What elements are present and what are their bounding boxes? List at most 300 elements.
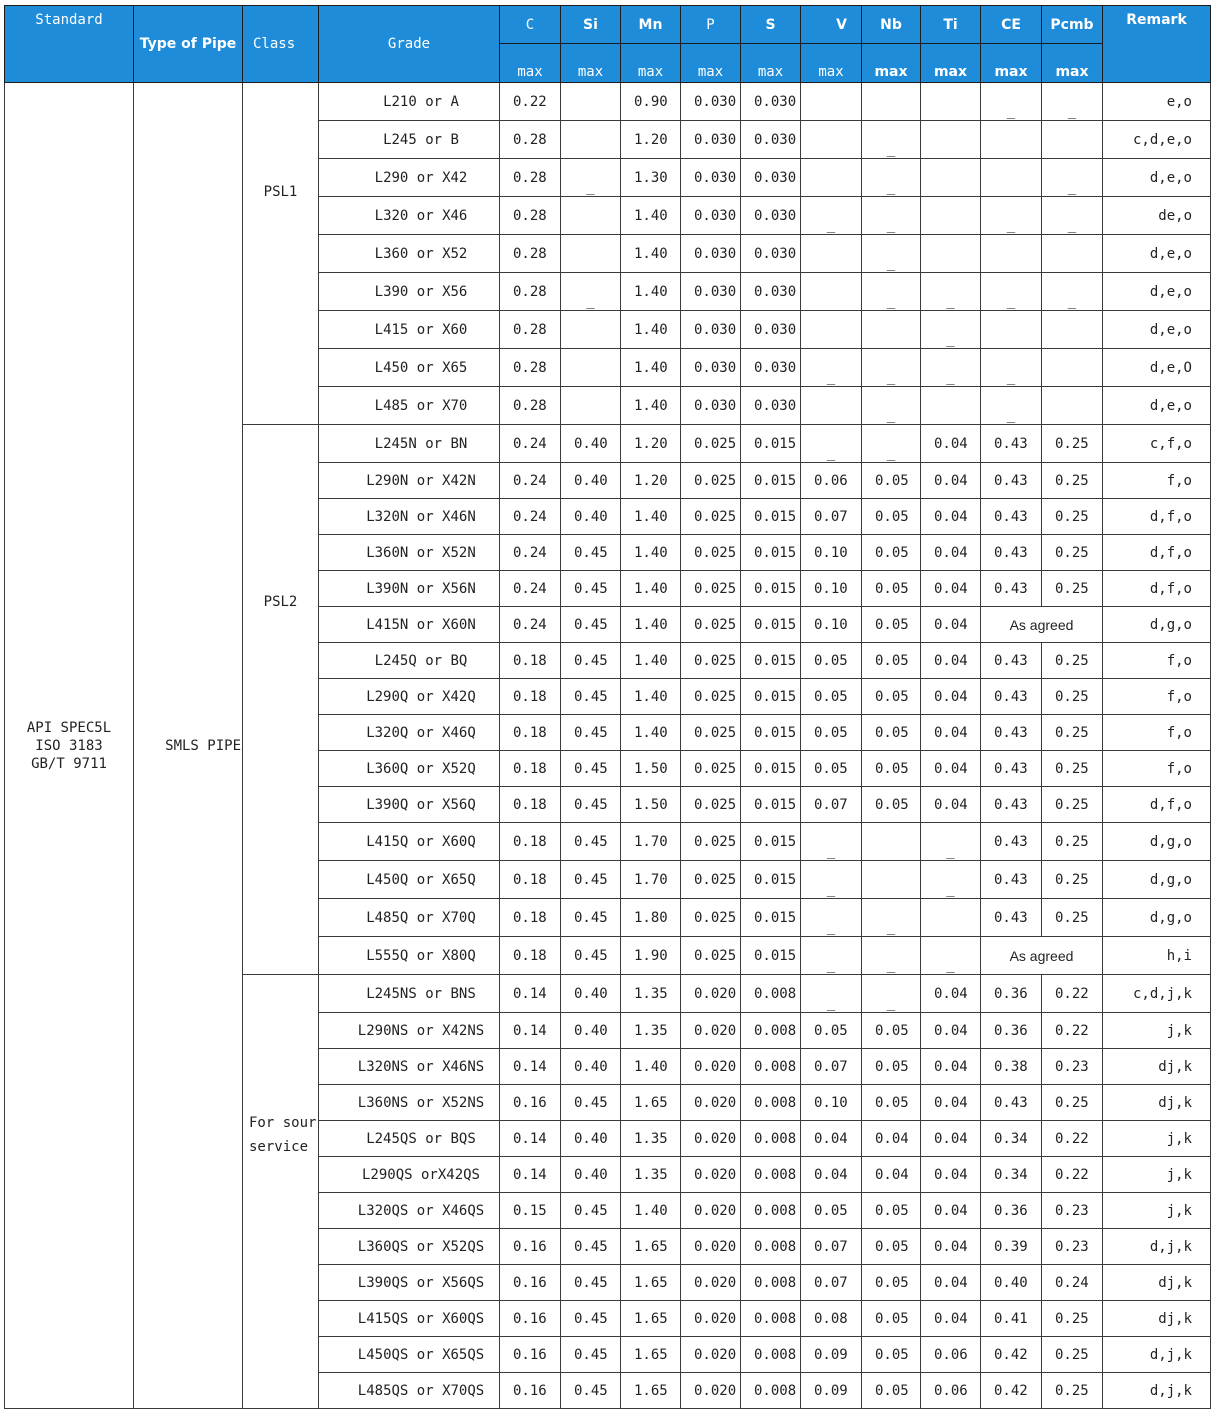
value-c: 0.24 [500,463,561,499]
value-pcmb [1042,349,1103,387]
grade-cell: L320NS or X46NS [319,1049,500,1085]
value-ce: 0.40 [981,1265,1042,1301]
value-c: 0.28 [500,349,561,387]
value-s: 0.015 [741,535,801,571]
value-si: 0.45 [561,1337,621,1373]
value-ti [921,159,981,197]
value-c: 0.28 [500,387,561,425]
value-ti: 0.04 [921,1121,981,1157]
value-mn: 1.40 [621,235,681,273]
value-c: 0.28 [500,159,561,197]
value-ti: 0.04 [921,1229,981,1265]
remark-cell: j,k [1103,1193,1211,1229]
value-ce: 0.36 [981,975,1042,1013]
value-ce: 0.43 [981,535,1042,571]
value-v: 0.10 [801,607,862,643]
value-v [801,121,862,159]
value-c: 0.28 [500,121,561,159]
remark-cell: dj,k [1103,1085,1211,1121]
header-element-pcmb: Pcmb [1042,6,1103,44]
value-ce: 0.43 [981,463,1042,499]
value-ce: 0.36 [981,1193,1042,1229]
value-p: 0.030 [681,121,741,159]
header-element-ce: CE [981,6,1042,44]
value-pcmb [1042,311,1103,349]
value-mn: 1.50 [621,787,681,823]
value-s: 0.015 [741,499,801,535]
value-c: 0.14 [500,1049,561,1085]
value-mn: 1.80 [621,899,681,937]
value-si: 0.40 [561,1013,621,1049]
value-ti: 0.04 [921,1265,981,1301]
value-mn: 1.40 [621,311,681,349]
remark-cell: d,f,o [1103,787,1211,823]
value-pcmb: 0.25 [1042,1337,1103,1373]
value-c: 0.18 [500,643,561,679]
value-s: 0.015 [741,715,801,751]
value-v: 0.04 [801,1157,862,1193]
value-c: 0.16 [500,1373,561,1409]
value-v: 0.09 [801,1373,862,1409]
value-c: 0.24 [500,535,561,571]
value-p: 0.020 [681,1049,741,1085]
value-nb: 0.05 [862,751,921,787]
value-c: 0.18 [500,823,561,861]
value-v: _ [801,899,862,937]
value-p: 0.020 [681,1265,741,1301]
grade-cell: L360NS or X52NS [319,1085,500,1121]
value-s: 0.015 [741,607,801,643]
header-type-of-pipe: Type of Pipe [134,6,243,83]
value-mn: 1.40 [621,535,681,571]
value-p: 0.030 [681,197,741,235]
value-pcmb: 0.25 [1042,861,1103,899]
value-ti: 0.04 [921,679,981,715]
value-nb: _ [862,425,921,463]
value-si: 0.40 [561,463,621,499]
value-v: 0.09 [801,1337,862,1373]
value-v: 0.05 [801,1193,862,1229]
grade-cell: L210 or A [319,83,500,121]
value-pcmb: 0.22 [1042,975,1103,1013]
value-s: 0.015 [741,861,801,899]
remark-cell: j,k [1103,1013,1211,1049]
grade-cell: L360Q or X52Q [319,751,500,787]
class-psl2: PSL2 [243,425,319,975]
value-s: 0.015 [741,571,801,607]
value-p: 0.020 [681,1301,741,1337]
value-p: 0.020 [681,1337,741,1373]
value-mn: 1.40 [621,387,681,425]
value-si: _ [561,273,621,311]
value-si [561,311,621,349]
value-s: 0.008 [741,1265,801,1301]
value-pcmb: 0.25 [1042,571,1103,607]
value-v [801,311,862,349]
value-nb [862,861,921,899]
value-mn: 1.65 [621,1265,681,1301]
value-ce: 0.36 [981,1013,1042,1049]
value-mn: 1.20 [621,121,681,159]
value-pcmb: 0.25 [1042,499,1103,535]
value-c: 0.16 [500,1337,561,1373]
value-pcmb: _ [1042,197,1103,235]
value-nb: 0.05 [862,787,921,823]
value-s: 0.015 [741,425,801,463]
value-p: 0.025 [681,643,741,679]
header-row [5,6,1211,44]
value-s: 0.015 [741,899,801,937]
value-v: _ [801,975,862,1013]
header-max-mn: max [621,44,681,83]
value-pcmb: 0.25 [1042,751,1103,787]
remark-cell: j,k [1103,1121,1211,1157]
value-nb: 0.05 [862,1301,921,1337]
value-ce: 0.43 [981,425,1042,463]
value-ti [921,83,981,121]
remark-cell: f,o [1103,679,1211,715]
value-ce: 0.43 [981,1085,1042,1121]
value-v: _ [801,937,862,975]
value-si: 0.40 [561,1049,621,1085]
value-v: 0.06 [801,463,862,499]
value-pcmb: 0.25 [1042,1373,1103,1409]
header-element-si: Si [561,6,621,44]
value-si: 0.45 [561,1193,621,1229]
value-pcmb: 0.25 [1042,715,1103,751]
value-p: 0.020 [681,1229,741,1265]
value-pcmb [1042,387,1103,425]
value-mn: 1.70 [621,861,681,899]
value-ti: 0.04 [921,1013,981,1049]
value-ce: 0.39 [981,1229,1042,1265]
value-mn: 1.40 [621,1193,681,1229]
value-c: 0.18 [500,715,561,751]
header-standard: Standard [5,6,134,83]
grade-cell: L245N or BN [319,425,500,463]
grade-cell: L245QS or BQS [319,1121,500,1157]
value-si: 0.45 [561,787,621,823]
value-pcmb: _ [1042,83,1103,121]
remark-cell: e,o [1103,83,1211,121]
value-pcmb: 0.25 [1042,1085,1103,1121]
value-si: 0.45 [561,751,621,787]
remark-cell: c,d,j,k [1103,975,1211,1013]
value-ti: 0.04 [921,751,981,787]
value-pcmb: 0.25 [1042,679,1103,715]
value-s: 0.030 [741,387,801,425]
table-row [5,83,1211,121]
remark-cell: d,g,o [1103,899,1211,937]
grade-cell: L415QS or X60QS [319,1301,500,1337]
value-s: 0.015 [741,463,801,499]
standard-line: GB/T 9711 [31,755,107,772]
grade-cell: L320QS or X46QS [319,1193,500,1229]
value-c: 0.16 [500,1229,561,1265]
value-nb: 0.05 [862,679,921,715]
header-element-nb: Nb [862,6,921,44]
value-nb: _ [862,235,921,273]
value-mn: 1.30 [621,159,681,197]
value-nb: 0.05 [862,1337,921,1373]
value-ti: 0.04 [921,715,981,751]
value-si: 0.40 [561,1157,621,1193]
remark-cell: d,f,o [1103,535,1211,571]
value-p: 0.020 [681,1373,741,1409]
value-ce: 0.41 [981,1301,1042,1337]
value-v: 0.04 [801,1121,862,1157]
value-pcmb: 0.25 [1042,1301,1103,1337]
value-si: 0.45 [561,571,621,607]
value-pcmb: 0.25 [1042,823,1103,861]
value-v: 0.07 [801,499,862,535]
header-grade: Grade [319,6,500,83]
grade-cell: L360N or X52N [319,535,500,571]
value-c: 0.18 [500,679,561,715]
value-ce [981,311,1042,349]
standard-cell [5,83,134,1409]
value-p: 0.030 [681,349,741,387]
value-p: 0.020 [681,1157,741,1193]
grade-cell: L390 or X56 [319,273,500,311]
header-max-v: max [801,44,862,83]
remark-cell: f,o [1103,715,1211,751]
remark-cell: j,k [1103,1157,1211,1193]
value-v: 0.10 [801,1085,862,1121]
value-ce: 0.43 [981,679,1042,715]
value-ti [921,235,981,273]
remark-cell: d,e,o [1103,273,1211,311]
value-v: 0.08 [801,1301,862,1337]
value-ce: 0.43 [981,643,1042,679]
value-si: 0.45 [561,715,621,751]
value-s: 0.015 [741,679,801,715]
grade-cell: L390Q or X56Q [319,787,500,823]
value-si: 0.45 [561,861,621,899]
value-v: 0.05 [801,679,862,715]
value-ti: _ [921,273,981,311]
header-max-pcmb: max [1042,44,1103,83]
value-p: 0.025 [681,607,741,643]
value-ce: 0.38 [981,1049,1042,1085]
value-p: 0.025 [681,937,741,975]
value-nb: 0.05 [862,607,921,643]
remark-cell: dj,k [1103,1049,1211,1085]
value-pcmb: 0.25 [1042,899,1103,937]
grade-cell: L450Q or X65Q [319,861,500,899]
header-max-ti: max [921,44,981,83]
value-pcmb [1042,121,1103,159]
value-ce: _ [981,273,1042,311]
value-p: 0.025 [681,899,741,937]
value-mn: 1.40 [621,349,681,387]
value-si: 0.45 [561,607,621,643]
value-pcmb: 0.23 [1042,1193,1103,1229]
value-p: 0.025 [681,571,741,607]
value-mn: 1.40 [621,1049,681,1085]
value-s: 0.008 [741,1085,801,1121]
remark-cell: d,j,k [1103,1229,1211,1265]
value-nb: 0.05 [862,499,921,535]
header-remark: Remark [1103,6,1211,83]
remark-cell: f,o [1103,751,1211,787]
type-of-pipe-cell: SMLS PIPE [134,83,243,1409]
value-ce [981,159,1042,197]
ce-pcmb-as-agreed: As agreed [981,607,1103,643]
value-mn: 1.40 [621,679,681,715]
value-mn: 1.35 [621,975,681,1013]
value-p: 0.025 [681,751,741,787]
value-mn: 1.65 [621,1229,681,1265]
value-nb: _ [862,975,921,1013]
value-pcmb: 0.25 [1042,787,1103,823]
value-nb: _ [862,349,921,387]
value-mn: 1.40 [621,197,681,235]
value-mn: 1.20 [621,463,681,499]
value-ce: _ [981,197,1042,235]
value-nb: _ [862,197,921,235]
value-c: 0.28 [500,235,561,273]
value-s: 0.008 [741,1049,801,1085]
value-p: 0.025 [681,861,741,899]
remark-cell: d,e,o [1103,311,1211,349]
grade-cell: L290N or X42N [319,463,500,499]
value-ti [921,121,981,159]
value-s: 0.015 [741,751,801,787]
value-v: 0.05 [801,643,862,679]
value-si [561,235,621,273]
value-nb [862,823,921,861]
value-v: 0.05 [801,715,862,751]
grade-cell: L415N or X60N [319,607,500,643]
grade-cell: L390QS or X56QS [319,1265,500,1301]
value-s: 0.015 [741,787,801,823]
value-ce: _ [981,83,1042,121]
value-nb: _ [862,387,921,425]
value-si [561,349,621,387]
value-ce: 0.43 [981,499,1042,535]
value-pcmb: 0.24 [1042,1265,1103,1301]
value-p: 0.020 [681,1121,741,1157]
value-nb: _ [862,121,921,159]
value-ti: 0.04 [921,1301,981,1337]
value-s: 0.015 [741,823,801,861]
value-c: 0.18 [500,751,561,787]
grade-cell: L320 or X46 [319,197,500,235]
header-max-ce: max [981,44,1042,83]
header-class: Class [243,6,319,83]
value-si [561,197,621,235]
value-nb: _ [862,937,921,975]
value-ti: 0.06 [921,1373,981,1409]
value-s: 0.030 [741,311,801,349]
value-v: 0.05 [801,1013,862,1049]
value-si: 0.40 [561,499,621,535]
value-c: 0.24 [500,499,561,535]
value-p: 0.025 [681,715,741,751]
grade-cell: L415Q or X60Q [319,823,500,861]
grade-cell: L555Q or X80Q [319,937,500,975]
remark-cell: d,f,o [1103,571,1211,607]
value-mn: 1.65 [621,1337,681,1373]
table-header [5,6,1211,83]
remark-cell: d,e,o [1103,159,1211,197]
grade-cell: L450QS or X65QS [319,1337,500,1373]
value-nb: 0.04 [862,1121,921,1157]
grade-cell: L320Q or X46Q [319,715,500,751]
grade-cell: L320N or X46N [319,499,500,535]
value-si: 0.45 [561,1373,621,1409]
remark-cell: h,i [1103,937,1211,975]
ce-pcmb-as-agreed: As agreed [981,937,1103,975]
grade-cell: L245NS or BNS [319,975,500,1013]
grade-cell: L360 or X52 [319,235,500,273]
value-nb: 0.05 [862,1229,921,1265]
value-pcmb: _ [1042,159,1103,197]
remark-cell: d,f,o [1103,499,1211,535]
remark-cell: d,g,o [1103,861,1211,899]
value-ti: _ [921,823,981,861]
value-nb: 0.05 [862,643,921,679]
value-pcmb [1042,235,1103,273]
value-v: 0.07 [801,1049,862,1085]
value-ce: 0.43 [981,861,1042,899]
value-v: 0.05 [801,751,862,787]
remark-cell: d,e,o [1103,235,1211,273]
grade-cell: L290Q or X42Q [319,679,500,715]
value-c: 0.16 [500,1085,561,1121]
header-element-ti: Ti [921,6,981,44]
value-mn: 1.90 [621,937,681,975]
standard-line: API SPEC5L [26,719,112,736]
value-ti: 0.04 [921,1049,981,1085]
value-nb: 0.05 [862,1265,921,1301]
grade-cell: L450 or X65 [319,349,500,387]
value-p: 0.025 [681,535,741,571]
grade-cell: L290 or X42 [319,159,500,197]
value-nb: 0.05 [862,535,921,571]
value-p: 0.030 [681,83,741,121]
value-mn: 1.50 [621,751,681,787]
value-mn: 1.40 [621,607,681,643]
value-s: 0.030 [741,235,801,273]
value-v: _ [801,197,862,235]
grade-cell: L360QS or X52QS [319,1229,500,1265]
value-mn: 1.35 [621,1121,681,1157]
value-s: 0.030 [741,197,801,235]
value-ti: 0.04 [921,499,981,535]
class-sour-service [243,975,319,1409]
value-si: 0.40 [561,975,621,1013]
value-c: 0.28 [500,311,561,349]
value-pcmb: 0.22 [1042,1013,1103,1049]
value-ce: 0.42 [981,1373,1042,1409]
value-ti [921,197,981,235]
value-pcmb: _ [1042,273,1103,311]
value-mn: 1.65 [621,1373,681,1409]
value-ti: 0.04 [921,975,981,1013]
value-ce: _ [981,387,1042,425]
value-nb: _ [862,273,921,311]
value-v: _ [801,349,862,387]
value-v: 0.07 [801,1229,862,1265]
value-s: 0.008 [741,1157,801,1193]
value-c: 0.16 [500,1301,561,1337]
value-ti: 0.04 [921,643,981,679]
grade-cell: L390N or X56N [319,571,500,607]
value-ti: 0.04 [921,787,981,823]
value-mn: 0.90 [621,83,681,121]
